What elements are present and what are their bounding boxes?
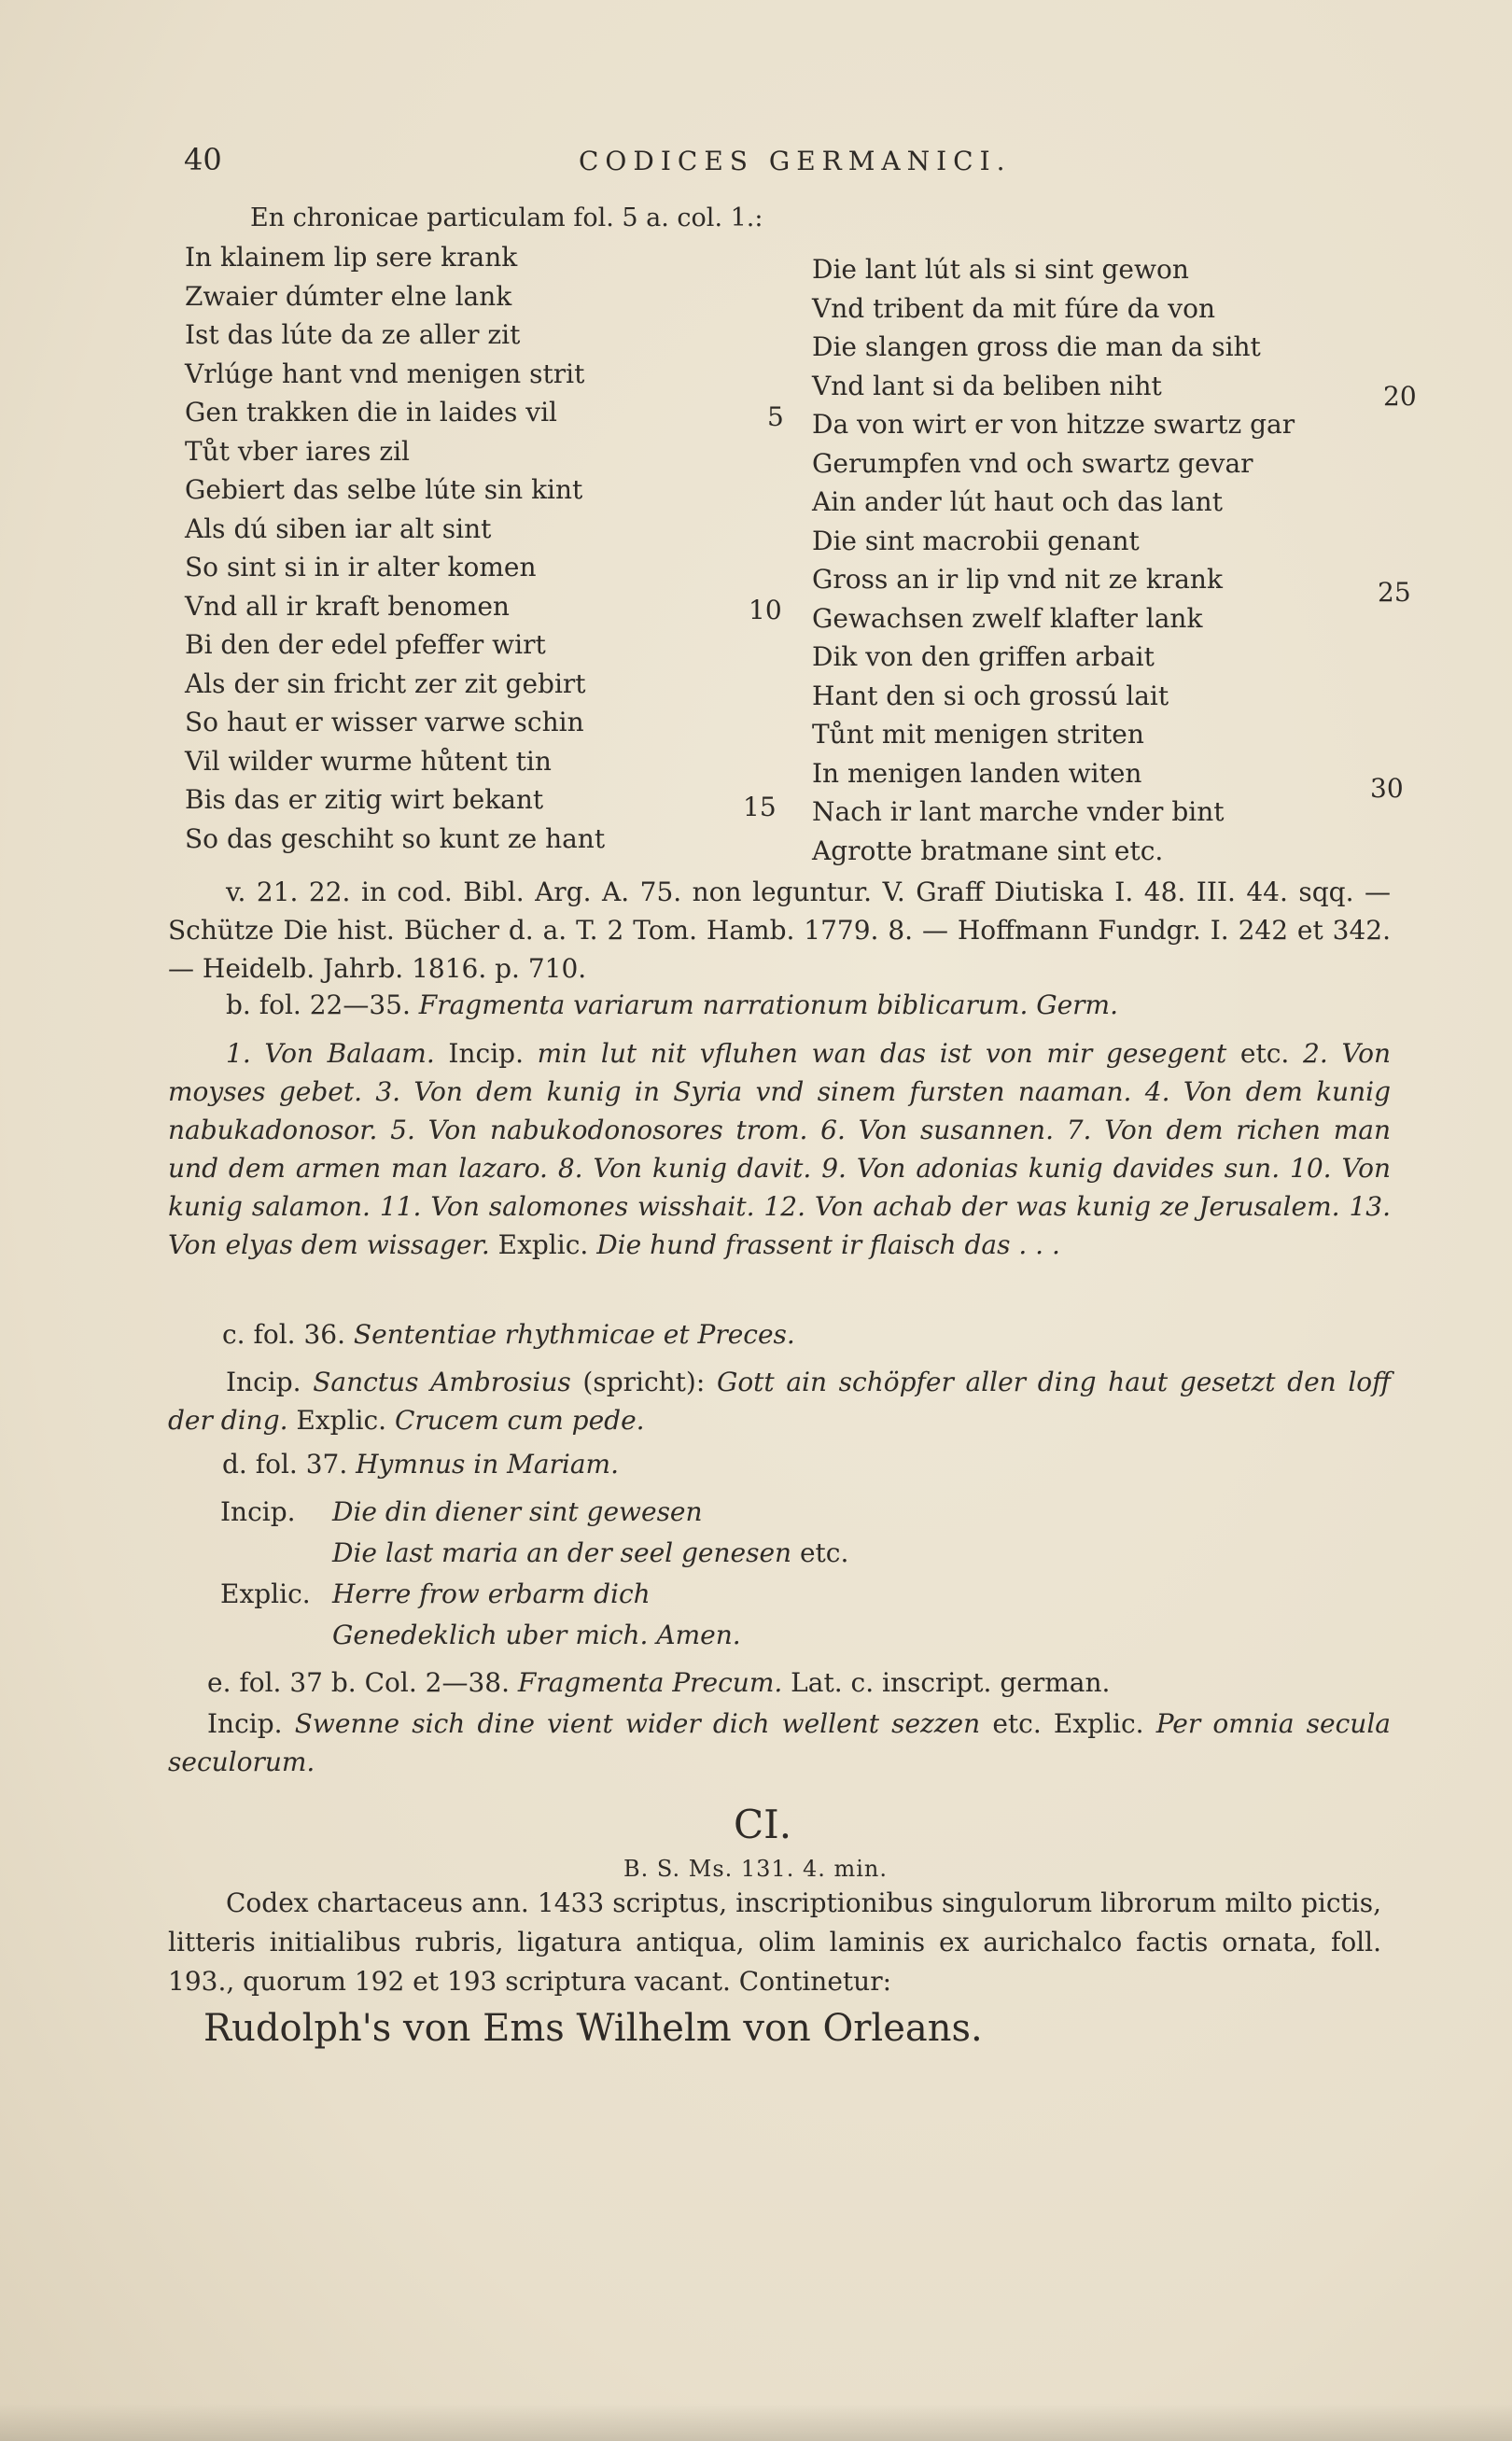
verse-line: Agrotte bratmane sint etc. xyxy=(812,835,1164,866)
verse-line: Vnd tribent da mit fúre da von xyxy=(812,292,1216,324)
fragment-b-heading xyxy=(226,989,1118,1020)
verse-line: Vil wilder wurme hůtent tin xyxy=(185,745,552,777)
codex-heading: CI. xyxy=(734,1802,792,1847)
explic-label: Explic. xyxy=(220,1578,311,1609)
fragment-d-heading xyxy=(222,1449,619,1480)
fragment-e-incip xyxy=(168,1704,1391,1781)
fragment-e-text xyxy=(168,1663,1391,1702)
fragment-c-text xyxy=(168,1363,1391,1439)
fragment-a-intro: En chronicae particulam fol. 5 a. col. 1.: xyxy=(250,203,763,232)
text-part: Lat. c. inscript. german. xyxy=(782,1667,1111,1698)
verse-line: Gerumpfen vnd och swartz gevar xyxy=(812,447,1253,479)
line-number: 15 xyxy=(743,792,777,822)
verse-line: Die slangen gross die man da siht xyxy=(812,331,1261,362)
verse-line: Die lant lút als si sint gewon xyxy=(812,254,1189,285)
text-part: e. fol. 37 b. Col. 2—38. xyxy=(207,1667,518,1698)
verse-line: In menigen landen witen xyxy=(812,757,1142,789)
line-number: 10 xyxy=(749,595,782,625)
verse-line: Vrlúge hant vnd menigen strit xyxy=(185,358,585,389)
text-part: Swenne sich dine vient wider dich wellent sezzen xyxy=(294,1708,981,1739)
line-number: 25 xyxy=(1378,577,1411,608)
verse-line: Ist das lúte da ze aller zit xyxy=(185,319,521,350)
verse-column-left xyxy=(185,238,605,858)
hymn-line: Die din diener sint gewesen xyxy=(332,1496,703,1527)
fragment-b-text xyxy=(168,1034,1391,1264)
codex-description: Codex chartaceus ann. 1433 scriptus, inscriptionibus singulorum librorum milto pictis, litteris initialibus rubris, ligatura antiqua, olim laminis ex aurichalco factis ornata, foll. 193., quorum 192 et 193 scriptura vacant. Continetur: xyxy=(168,1887,1381,1997)
line-number: 20 xyxy=(1383,381,1417,412)
fragment-b-title: Fragmenta variarum narrationum biblicarum. Germ. xyxy=(418,989,1119,1020)
incip-label: Incip. xyxy=(220,1496,296,1527)
verse-line: In klainem lip sere krank xyxy=(185,242,518,273)
text-part: Die hund frassent ir flaisch das . . . xyxy=(596,1229,1060,1260)
text-part: Incip. xyxy=(434,1038,538,1069)
verse-line: Ain ander lút haut och das lant xyxy=(812,486,1223,517)
verse-line: Nach ir lant marche vnder bint xyxy=(812,796,1225,827)
verse-line: Bis das er zitig wirt bekant xyxy=(185,784,544,815)
line-number: 30 xyxy=(1370,773,1404,804)
text-part: Gott ain schöpfer aller ding haut gesetzt den loff der ding. xyxy=(168,1367,1391,1436)
verse-line: Tůt vber iares zil xyxy=(185,435,410,467)
text-part: Fragmenta Precum. xyxy=(517,1667,783,1698)
running-head: CODICES GERMANICI. xyxy=(579,146,1012,176)
verse-line: Bi den der edel pfeffer wirt xyxy=(185,629,546,660)
verse-line: Vnd all ir kraft benomen xyxy=(185,590,510,622)
hymn-line: Die last maria an der seel genesen xyxy=(332,1537,792,1568)
verse-line: Gewachsen zwelf klafter lank xyxy=(812,602,1203,634)
text-part: 1. Von Balaam. xyxy=(226,1038,435,1069)
fragment-d-label: d. fol. 37. xyxy=(222,1449,348,1480)
verse-line: Hant den si och grossú lait xyxy=(812,680,1169,711)
text-part: Incip. xyxy=(207,1708,295,1739)
verse-line: So sint si in ir alter komen xyxy=(185,552,537,582)
verse-line: Gross an ir lip vnd nit ze krank xyxy=(812,564,1223,595)
verse-line: Tůnt mit menigen striten xyxy=(812,719,1144,750)
verse-line: Vnd lant si da beliben niht xyxy=(812,370,1162,401)
text-part: Incip. xyxy=(226,1367,314,1397)
fragment-b-label: b. fol. 22—35. xyxy=(226,989,411,1020)
verse-line: Gebiert das selbe lúte sin kint xyxy=(185,474,583,505)
work-title: Rudolph's von Ems Wilhelm von Orleans. xyxy=(203,2007,983,2050)
text-part: etc. xyxy=(1226,1038,1304,1069)
verse-line: Die sint macrobii genant xyxy=(812,525,1140,556)
text-part: min lut nit vfluhen wan das ist von mir gesegent xyxy=(537,1038,1227,1069)
text-part: Sanctus Ambrosius xyxy=(313,1367,571,1397)
line-number: 5 xyxy=(767,401,784,432)
verse-line: Gen trakken die in laides vil xyxy=(185,397,557,428)
fragment-c-label: c. fol. 36. xyxy=(222,1319,345,1350)
hymn-line: Herre frow erbarm dich xyxy=(332,1578,651,1609)
text-part: etc. Explic. xyxy=(980,1708,1156,1739)
verse-line: Als der sin fricht zer zit gebirt xyxy=(185,667,586,699)
fragment-c-title: Sententiae rhythmicae et Preces. xyxy=(353,1319,795,1350)
hymn-line: Genedeklich uber mich. Amen. xyxy=(332,1620,741,1650)
text-part: Explic. xyxy=(287,1405,395,1436)
page-number: 40 xyxy=(184,142,222,177)
text-part: Explic. xyxy=(489,1229,597,1260)
text-part: 2. Von moyses gebet. 3. Von dem kunig in Syria vnd sinem fursten naaman. 4. Von dem kunig nabukadonosor. 5. Von nabukodonosores trom. 6. Von susannen. 7. Von dem richen man und dem armen man lazaro. 8. Von kunig davit. 9. Von adonias kunig davides sun. 10. Von kunig salamon. 11. Von salomones wisshait. 12. Von achab der was kunig ze Jerusalem. 13. Von elyas dem wissager. xyxy=(168,1038,1391,1260)
verse-column-right xyxy=(812,250,1295,870)
verse-line: So das geschiht so kunt ze hant xyxy=(185,822,606,854)
hymn-etc: etc. xyxy=(791,1537,849,1568)
verse-line: Als dú siben iar alt sint xyxy=(185,512,492,544)
fragment-c-heading xyxy=(222,1319,795,1350)
fragment-d-hymn xyxy=(220,1492,848,1656)
text-part: (spricht): xyxy=(570,1367,717,1397)
fragment-d-title: Hymnus in Mariam. xyxy=(356,1449,619,1480)
text-part: Per omnia secula seculorum. xyxy=(168,1708,1391,1777)
verse-line: Da von wirt er von hitzze swartz gar xyxy=(812,409,1295,440)
verse-line: So haut er wisser varwe schin xyxy=(185,707,584,737)
text-part: Crucem cum pede. xyxy=(394,1405,645,1436)
verse-line: Dik von den griffen arbait xyxy=(812,641,1155,672)
fragment-a-note: v. 21. 22. in cod. Bibl. Arg. A. 75. non leguntur. V. Graff Diutiska I. 48. III. 44. sqq. — Schütze Die hist. Bücher d. a. T. 2 Tom. Hamb. 1779. 8. — Hoffmann Fundgr. I. 242 et 342. — Heidelb. Jahrb. 1816. p. 710. xyxy=(168,877,1391,984)
shelfmark: B. S. Ms. 131. 4. min. xyxy=(623,1856,888,1882)
verse-line: Zwaier dúmter elne lank xyxy=(185,280,512,312)
